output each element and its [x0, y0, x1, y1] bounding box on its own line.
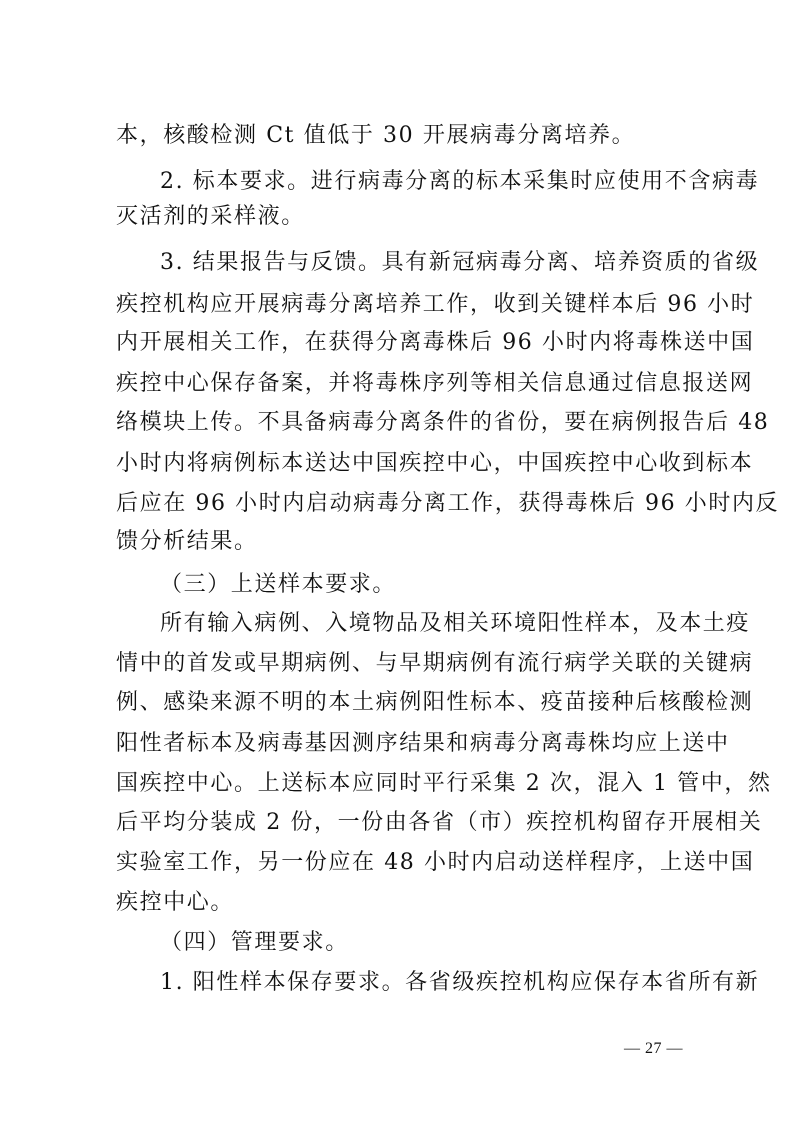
text-line: 1. 阳性样本保存要求。各省级疾控机构应保存本省所有新: [160, 970, 760, 995]
section-heading: （四）管理要求。: [160, 930, 349, 955]
text-line: 本，核酸检测 Ct 值低于 30 开展病毒分离培养。: [116, 123, 636, 148]
text-line: 阳性者标本及病毒基因测序结果和病毒分离毒株均应上送中: [116, 731, 730, 756]
text-line: 内开展相关工作，在获得分离毒株后 96 小时内将毒株送中国: [116, 330, 755, 355]
section-heading: （三）上送样本要求。: [160, 572, 397, 597]
text-line: 2. 标本要求。进行病毒分离的标本采集时应使用不含病毒: [160, 169, 760, 194]
page-number: — 27 —: [624, 1040, 683, 1057]
text-line: 疾控中心保存备案，并将毒株序列等相关信息通过信息报送网: [116, 371, 754, 396]
text-line: 3. 结果报告与反馈。具有新冠病毒分离、培养资质的省级: [160, 250, 760, 275]
text-line: 疾控中心。: [116, 890, 235, 915]
text-line: 国疾控中心。上送标本应同时平行采集 2 次，混入 1 管中，然: [116, 771, 772, 796]
text-line: 实验室工作，另一份应在 48 小时内启动送样程序，上送中国: [116, 850, 755, 875]
text-line: 馈分析结果。: [116, 529, 258, 554]
text-line: 后应在 96 小时内启动病毒分离工作，获得毒株后 96 小时内反: [116, 491, 780, 516]
text-line: 疾控机构应开展病毒分离培养工作，收到关键样本后 96 小时: [116, 292, 755, 317]
text-line: 例、感染来源不明的本土病例阳性标本、疫苗接种后核酸检测: [116, 690, 754, 715]
text-line: 所有输入病例、入境物品及相关环境阳性样本，及本土疫: [160, 611, 751, 636]
text-line: 络模块上传。不具备病毒分离条件的省份，要在病例报告后 48: [116, 410, 770, 435]
text-line: 灭活剂的采样液。: [116, 204, 305, 229]
text-line: 情中的首发或早期病例、与早期病例有流行病学关联的关键病: [116, 651, 754, 676]
text-line: 后平均分装成 2 份，一份由各省（市）疾控机构留存开展相关: [116, 810, 763, 835]
text-line: 小时内将病例标本送达中国疾控中心，中国疾控中心收到标本: [116, 451, 754, 476]
